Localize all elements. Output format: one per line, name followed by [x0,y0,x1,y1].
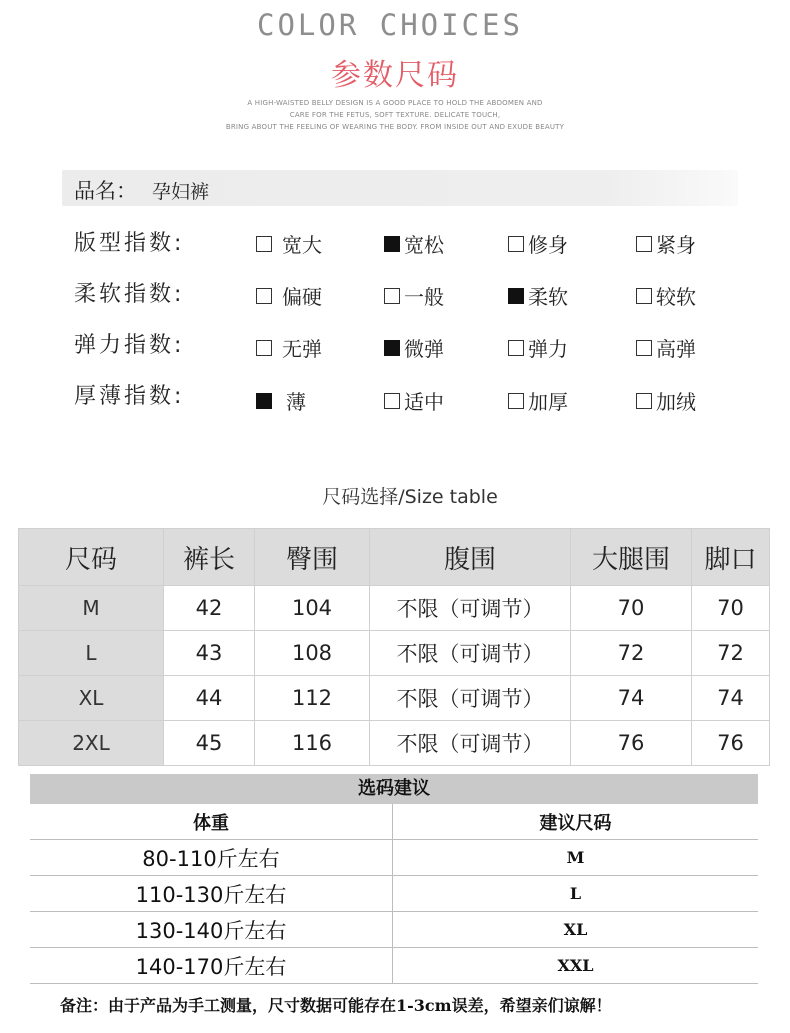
header-cell: 腹围 [370,529,571,586]
rating-option: 微弹 [384,333,444,362]
table-cell: M [393,840,759,876]
table-cell: 不限（可调节） [370,721,571,766]
table-row [30,876,758,912]
rating-option: 宽松 [384,229,444,258]
rating-option: 加绒 [636,386,696,415]
table-cell: 70 [692,586,770,631]
table-cell: L [393,876,759,912]
table-cell: 104 [255,586,370,631]
table-cell: 110-130斤左右 [30,876,393,912]
checkbox-checked [384,340,400,356]
table-row [19,631,770,676]
checkbox [256,236,272,252]
table-cell: 72 [571,631,692,676]
rating-option: 无弹 [256,333,322,362]
checkbox [636,288,652,304]
size-table-header-row [19,529,770,586]
rating-option: 弹力 [508,333,568,362]
table-row [30,912,758,948]
table-cell: XL [19,676,164,721]
table-cell: XXL [393,948,759,984]
checkbox-checked [384,236,400,252]
rating-label: 厚薄指数: [74,384,185,409]
table-cell: 112 [255,676,370,721]
rating-option: 加厚 [508,386,568,415]
table-cell: 140-170斤左右 [30,948,393,984]
table-cell: 76 [692,721,770,766]
rating-option: 一般 [384,281,444,310]
rating-label: 弹力指数: [74,333,185,358]
product-name-value: 孕妇裤 [152,181,210,203]
table-cell: 不限（可调节） [370,631,571,676]
checkbox [256,288,272,304]
table-row [19,676,770,721]
table-cell: M [19,586,164,631]
rating-option: 适中 [384,386,444,415]
table-cell: 42 [164,586,255,631]
table-row [19,586,770,631]
header-cell: 尺码 [19,529,164,586]
product-name-label: 品名： [74,179,137,203]
table-cell: 74 [692,676,770,721]
header-tagline-line-3: BRING ABOUT THE FEELING OF WEARING THE BODY. FROM INSIDE OUT AND EXUDE BEAUTY [225,123,565,131]
table-cell: 2XL [19,721,164,766]
rating-label: 柔软指数: [74,282,185,307]
rating-label: 版型指数: [74,231,185,256]
suggestion-table [30,804,758,984]
header-tagline-line-1: A HIGH-WAISTED BELLY DESIGN IS A GOOD PLACE TO HOLD THE ABDOMEN AND [247,99,543,107]
checkbox [508,236,524,252]
checkbox-checked [508,288,524,304]
table-cell: 130-140斤左右 [30,912,393,948]
table-cell: 45 [164,721,255,766]
table-cell: 80-110斤左右 [30,840,393,876]
table-cell: 44 [164,676,255,721]
footnote: 备注：由于产品为手工测量，尺寸数据可能存在1-3cm误差，希望亲们谅解！ [60,996,612,1015]
header-cell: 脚口 [692,529,770,586]
header-cell: 大腿围 [571,529,692,586]
table-cell: 70 [571,586,692,631]
table-cell: 108 [255,631,370,676]
checkbox [256,340,272,356]
checkbox [636,393,652,409]
size-table-title: 尺码选择/Size table [322,486,498,508]
table-cell: XL [393,912,759,948]
header-cell: 裤长 [164,529,255,586]
checkbox [508,393,524,409]
rating-option: 宽大 [256,229,322,258]
table-cell: 116 [255,721,370,766]
header-title-cn: 参数尺码 [331,58,459,93]
rating-option: 修身 [508,229,568,258]
header-title-en: COLOR CHOICES [257,8,523,42]
table-cell: 不限（可调节） [370,676,571,721]
header-cell: 建议尺码 [393,804,759,840]
rating-option: 紧身 [636,229,696,258]
checkbox [636,236,652,252]
table-cell: L [19,631,164,676]
rating-option: 偏硬 [256,281,322,310]
table-cell: 76 [571,721,692,766]
checkbox [384,393,400,409]
checkbox [384,288,400,304]
checkbox [508,340,524,356]
size-table [18,528,770,766]
rating-option: 柔软 [508,281,568,310]
table-row [30,948,758,984]
suggestion-title: 选码建议 [30,774,758,804]
rating-option: 薄 [256,386,306,415]
header-cell: 体重 [30,804,393,840]
table-cell: 不限（可调节） [370,586,571,631]
rating-option: 较软 [636,281,696,310]
table-cell: 74 [571,676,692,721]
checkbox [636,340,652,356]
rating-option: 高弹 [636,333,696,362]
checkbox-checked [256,393,272,409]
header-tagline-line-2: CARE FOR THE FETUS, SOFT TEXTURE. DELICATE TOUCH, [289,111,501,119]
table-cell: 72 [692,631,770,676]
table-row [19,721,770,766]
suggestion-header-row [30,804,758,840]
table-row [30,840,758,876]
table-cell: 43 [164,631,255,676]
header-cell: 臀围 [255,529,370,586]
